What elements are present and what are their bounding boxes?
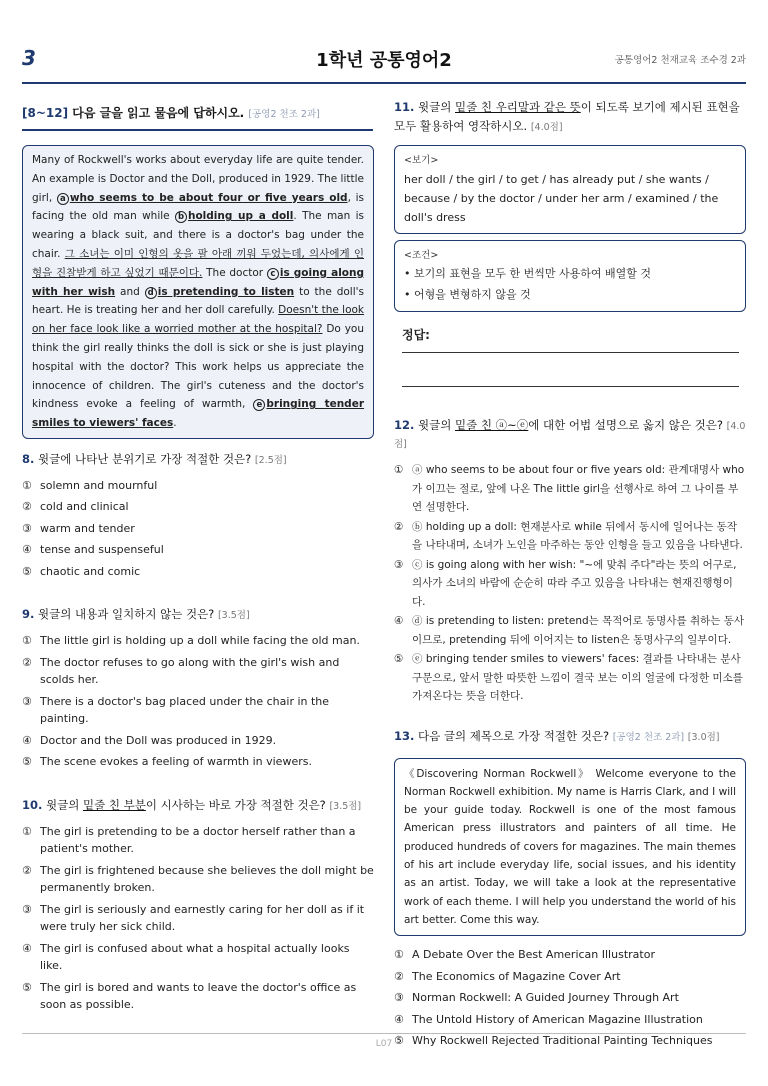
passage-text: Many of Rockwell's works about everyday life are quite tender. An example is Doctor and the Doll, produced in 1929. The little girl, [32, 154, 364, 204]
question-8-prompt [22, 451, 374, 469]
choice-item[interactable] [394, 612, 746, 649]
marker-b: b [175, 211, 187, 223]
marker-e: e [253, 399, 265, 411]
choice-item[interactable] [394, 946, 746, 964]
choice-number: ① [22, 478, 32, 492]
choice-item[interactable] [22, 732, 374, 750]
choice-text: The Untold History of American Magazine Illustration [412, 1012, 703, 1026]
choice-item[interactable] [22, 979, 374, 1014]
section-instruction-text: 다음 글을 읽고 물음에 답하시오. [72, 106, 245, 120]
choice-number: ③ [22, 902, 32, 916]
question-12-choices [394, 461, 746, 706]
underline-a: who seems to be about four or five years old [69, 191, 348, 204]
choice-text: solemn and mournful [40, 478, 158, 492]
choice-number: ⑤ [394, 653, 404, 665]
choice-number: ④ [22, 941, 32, 955]
header-divider [22, 82, 746, 84]
footer-divider [22, 1033, 746, 1034]
question-text: 윗글의 내용과 일치하지 않는 것은? [38, 607, 215, 622]
choice-number: ③ [22, 521, 32, 535]
question-source: [공영2 천조 2과] [612, 731, 685, 743]
condition-label: <조건> [404, 250, 439, 261]
choice-number: ⑤ [394, 1034, 404, 1048]
choice-number: ④ [394, 615, 404, 627]
underline-c: is going along with her wish [32, 266, 364, 298]
page-title: 1학년 공통영어2 [316, 50, 452, 71]
choice-text: The girl is seriously and earnestly caring for her doll as if it were truly her sick child. [40, 902, 365, 934]
choice-item[interactable] [394, 650, 746, 706]
passage-text: , is facing the old man while [32, 191, 364, 223]
question-text: 다음 글의 제목으로 가장 적절한 것은? [418, 728, 610, 743]
question-text: 윗글의 [46, 797, 84, 812]
passage-text: . The man is wearing a black suit, and there is a doctor's bag under the chair. [32, 210, 365, 260]
condition-item: • 어형을 변형하지 않을 것 [404, 288, 531, 301]
question-underlined-text: 밑줄 친 ⓐ~ⓔ [455, 418, 529, 432]
choice-number: ② [394, 520, 404, 533]
choice-text: The scene evokes a feeling of warmth in viewers. [40, 755, 312, 769]
choice-item[interactable] [22, 498, 374, 516]
section-range: [8~12] [22, 106, 69, 120]
passage-text: The doctor [202, 266, 267, 279]
question-13-passage: 《Discovering Norman Rockwell》 Welcome everyone to the Norman Rockwell exhibition. My name is Harris Clark, and I will be your guide today. Rockwell is one of the most famous American press illustrators and painters of all time. He produced hundreds of covers for magazines. The main themes of his art include everyday life, social issues, and his identity as an artist. Today, we will take a look at the representative work of each theme. I will help you understand the world of his art better. Come this way. [394, 758, 746, 937]
choice-number: ③ [394, 991, 404, 1005]
choice-text: warm and tender [40, 521, 135, 535]
choice-text: ⓐ who seems to be about four or five years old: 관계대명사 who가 이끄는 절로, 앞에 나온 The little girl을 선행사로 하여 그 나이를 부연 설명한다. [412, 464, 745, 513]
choice-item[interactable] [22, 862, 374, 897]
answer-line[interactable] [402, 352, 739, 353]
choice-text: ⓓ is pretending to listen: pretend는 목적어로 동명사를 취하는 동사이므로, pretending 뒤에 이어지는 to listen은 동명사구의 일부이다. [412, 615, 744, 646]
choice-number: ② [22, 500, 32, 514]
choice-item[interactable] [22, 901, 374, 936]
choice-text: chaotic and comic [40, 564, 141, 578]
choice-item[interactable] [22, 563, 374, 581]
question-8 [22, 451, 374, 581]
underline-d: is pretending to listen [157, 285, 295, 298]
page-header [22, 38, 746, 78]
question-9 [22, 606, 374, 771]
question-8-choices [22, 477, 374, 581]
choice-item[interactable] [394, 461, 746, 517]
choice-text: The girl is frightened because she believes the doll might be permanently broken. [40, 863, 374, 895]
marker-a: a [57, 193, 69, 205]
question-points: [4.0점] [530, 122, 563, 133]
choice-number: ① [22, 824, 32, 838]
choice-number: ④ [22, 733, 32, 747]
question-12 [394, 417, 746, 706]
question-number: 9. [22, 607, 35, 622]
choice-text: The girl is confused about what a hospital actually looks like. [40, 941, 350, 973]
choice-item[interactable] [22, 477, 374, 495]
choice-number: ① [394, 948, 404, 962]
choice-item[interactable] [22, 520, 374, 538]
choice-text: Why Rockwell Rejected Traditional Painting Techniques [412, 1034, 713, 1048]
choice-number: ① [394, 464, 404, 476]
choice-text: The doctor refuses to go along with the girl's wish and scolds her. [40, 655, 340, 687]
underline-b: holding up a doll [187, 210, 294, 223]
question-points: [3.0점] [687, 731, 720, 743]
question-number: 12. [394, 418, 415, 432]
reading-passage [22, 145, 374, 439]
passage-text: . [173, 417, 177, 430]
choice-item[interactable] [394, 1011, 746, 1029]
choice-text: ⓔ bringing tender smiles to viewers' faces: 결과를 나타내는 분사구문으로, 앞서 말한 따뜻한 느낌이 결국 보는 이의 얼굴에 다정한 미소를 가져온다는 뜻을 더한다. [412, 653, 743, 702]
question-text: 이 시사하는 바로 가장 적절한 것은? [145, 797, 326, 812]
passage-text: and [115, 285, 145, 298]
choice-item[interactable] [22, 940, 374, 975]
bogi-label: <보기> [404, 155, 439, 166]
question-10 [22, 797, 374, 1014]
condition-box [394, 240, 746, 312]
choice-text: The girl is pretending to be a doctor herself rather than a patient's mother. [40, 824, 356, 856]
question-9-prompt [22, 606, 374, 624]
question-10-choices [22, 823, 374, 1014]
answer-line[interactable] [402, 386, 739, 387]
choice-number: ② [394, 969, 404, 983]
question-number: 10. [22, 797, 43, 812]
answer-label: 정답: [402, 328, 430, 342]
question-points: [2.5점] [254, 454, 287, 466]
choice-item[interactable] [22, 654, 374, 689]
underlined-korean-sentence: 그 소녀는 이미 인형의 옷을 팔 아래 끼워 두었는데, 의사에게 인형을 진찰받게 하고 싶었기 때문이다. [32, 247, 364, 279]
question-text: 이 되도록 보기에 제시된 표현을 모두 활용하여 영작하시오. [394, 100, 740, 133]
choice-number: ⑤ [22, 755, 32, 769]
bogi-text: her doll / the girl / to get / has already put / she wants / because / by the doctor / under her arm / examined / the doll's dress [404, 173, 719, 224]
choice-item[interactable] [22, 693, 374, 728]
question-12-prompt [394, 417, 746, 453]
right-column [394, 98, 746, 1054]
question-points: [3.5점] [329, 800, 362, 812]
choice-text: ⓑ holding up a doll: 현재분사로 while 뒤에서 동시에 일어나는 동작을 나타내며, 소녀가 노인을 마주하는 동안 인형을 들고 있음을 나타낸다. [412, 520, 743, 551]
passage-text: Do you think the girl really thinks the doll is sick or she is just playing hospital with the doctor? This work helps us appreciate the innocence of children. The girl's cuteness and the doctor's kindness evoke a feeling of warmth, [32, 323, 364, 411]
choice-number: ⑤ [22, 980, 32, 994]
question-number: 8. [22, 451, 35, 466]
section-divider [22, 129, 373, 131]
question-13-prompt [394, 728, 746, 746]
subject-label: 공통영어2 천재교육 조수경 2과 [614, 55, 746, 66]
question-underlined-text: 밑줄 친 우리말과 같은 뜻 [455, 100, 581, 114]
choice-item[interactable] [22, 823, 374, 858]
choice-item[interactable] [394, 556, 746, 612]
question-13 [394, 728, 746, 1050]
question-text: 윗글의 [418, 100, 456, 114]
section-instruction [22, 104, 374, 121]
question-underlined-text: 밑줄 친 부분 [83, 797, 146, 812]
choice-text: tense and suspenseful [40, 543, 164, 557]
choice-text: ⓒ is going along with her wish: "~에 맞춰 주다"라는 뜻의 어구로, 의사가 소녀의 바람에 순순히 따라 주고 있음을 나타내는 현재진행형이다. [412, 558, 737, 608]
choice-number: ③ [22, 694, 32, 708]
choice-number: ③ [394, 558, 404, 571]
choice-text: Norman Rockwell: A Guided Journey Through Art [412, 991, 679, 1005]
passage-text: to the doll's heart. He is treating her and her doll carefully. [32, 285, 364, 317]
bogi-box [394, 145, 746, 234]
choice-item[interactable] [22, 541, 374, 559]
question-text: 윗글에 나타난 분위기로 가장 적절한 것은? [38, 451, 252, 466]
choice-text: The girl is bored and wants to leave the doctor's office as soon as possible. [40, 980, 357, 1012]
choice-number: ① [22, 634, 32, 648]
choice-item[interactable] [22, 753, 374, 771]
footer-mark: L07 [375, 1039, 393, 1049]
page-number: 3 [22, 46, 36, 70]
choice-text: There is a doctor's bag placed under the chair in the painting. [40, 694, 330, 726]
underline-e: bringing tender smiles to viewers' faces [32, 398, 365, 430]
question-text: 윗글의 [418, 418, 456, 432]
choice-text: Doctor and the Doll was produced in 1929. [40, 733, 277, 747]
choice-item[interactable] [22, 632, 374, 650]
left-column [22, 104, 374, 1018]
choice-number: ⑤ [22, 564, 32, 578]
marker-c: c [267, 268, 279, 280]
choice-text: cold and clinical [40, 500, 129, 514]
choice-text: The Economics of Magazine Cover Art [412, 969, 621, 983]
choice-number: ④ [394, 1012, 404, 1026]
choice-text: The little girl is holding up a doll while facing the old man. [40, 634, 360, 648]
question-points: [4.0점] [394, 421, 746, 450]
choice-number: ④ [22, 543, 32, 557]
question-number: 11. [394, 100, 415, 114]
choice-number: ② [22, 863, 32, 877]
question-11-prompt [394, 98, 746, 137]
condition-item: • 보기의 표현을 모두 한 번씩만 사용하여 배열할 것 [404, 267, 651, 280]
choice-item[interactable] [394, 989, 746, 1007]
underlined-question-sentence: Doesn't the look on her face look like a worried mother at the hospital? [32, 304, 365, 336]
question-9-choices [22, 632, 374, 771]
question-number: 13. [394, 728, 415, 743]
question-11 [394, 98, 746, 387]
section-source: [공영2 천조 2과] [248, 109, 320, 120]
choice-item[interactable] [394, 968, 746, 986]
question-points: [3.5점] [217, 610, 250, 622]
choice-text: A Debate Over the Best American Illustrator [412, 948, 655, 962]
choice-item[interactable] [394, 518, 746, 555]
marker-d: d [145, 287, 157, 299]
choice-number: ② [22, 655, 32, 669]
question-text: 에 대한 어법 설명으로 옳지 않은 것은? [528, 418, 723, 432]
question-10-prompt [22, 797, 374, 815]
question-13-choices [394, 946, 746, 1050]
